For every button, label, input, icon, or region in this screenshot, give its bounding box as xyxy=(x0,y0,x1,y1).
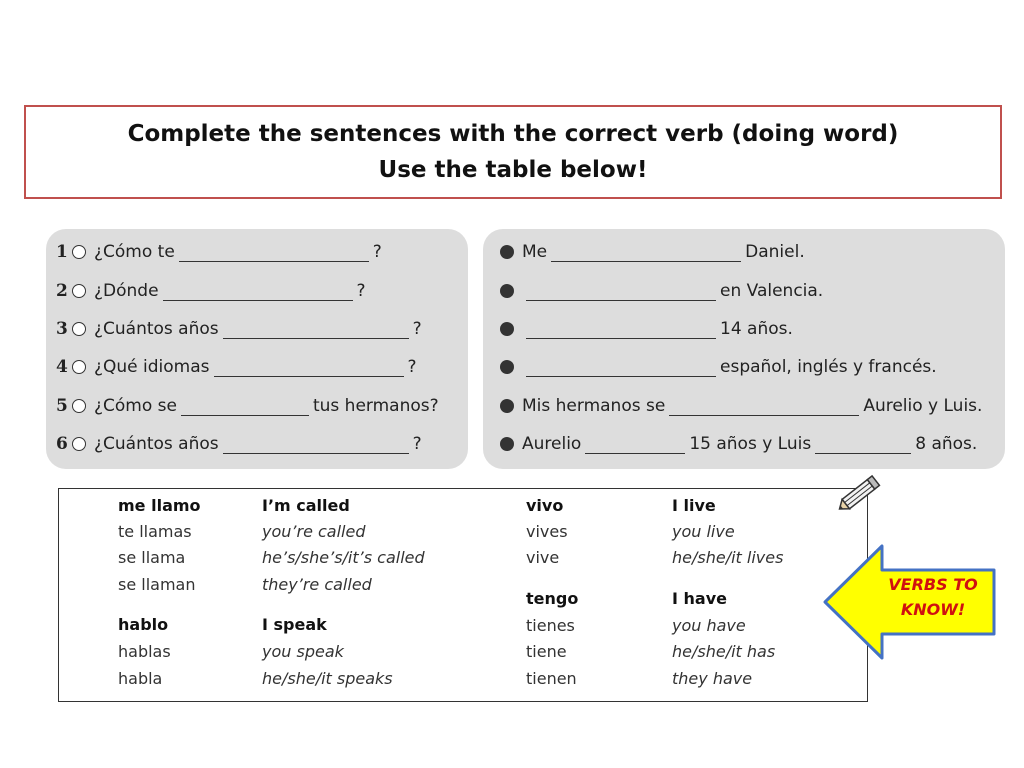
callout-text xyxy=(872,572,994,622)
answer-1 xyxy=(500,238,805,266)
question-number: 1 xyxy=(56,242,68,262)
answer-4 xyxy=(500,353,937,381)
answer-blank[interactable] xyxy=(179,243,369,262)
instruction-line-1: Complete the sentences with the correct verb (doing word) xyxy=(127,121,899,147)
verb-form: hablas xyxy=(118,642,171,661)
question-5 xyxy=(56,392,439,420)
verb-translation: I speak xyxy=(262,615,327,634)
question-text: ¿Dónde xyxy=(94,281,159,301)
filled-circle-icon xyxy=(500,399,514,413)
question-text: ¿Cuántos años xyxy=(94,319,219,339)
open-circle-icon xyxy=(72,399,86,413)
verb-form: se llaman xyxy=(118,575,196,594)
verb-form: hablo xyxy=(118,615,169,634)
question-end: ? xyxy=(412,434,422,454)
verb-translation: I live xyxy=(672,496,716,515)
question-end: ? xyxy=(372,242,382,262)
filled-circle-icon xyxy=(500,284,514,298)
answer-end: Daniel. xyxy=(745,242,805,262)
question-number: 2 xyxy=(56,281,68,301)
verb-translation: I’m called xyxy=(262,496,350,515)
verb-form: vive xyxy=(526,548,560,567)
verb-translation: they’re called xyxy=(262,575,372,594)
answer-blank[interactable] xyxy=(223,320,409,339)
open-circle-icon xyxy=(72,322,86,336)
question-1 xyxy=(56,238,382,266)
verb-translation: you’re called xyxy=(262,522,366,541)
verb-form: se llama xyxy=(118,548,186,567)
verb-form: tienen xyxy=(526,669,577,688)
instruction-line-2: Use the table below! xyxy=(378,157,648,183)
callout-line-1: VERBS TO xyxy=(888,575,978,594)
verb-translation: he’s/she’s/it’s called xyxy=(262,548,425,567)
verb-form: te llamas xyxy=(118,522,192,541)
verb-translation: you have xyxy=(672,616,746,635)
verb-translation: he/she/it has xyxy=(672,642,776,661)
verb-form: vivo xyxy=(526,496,564,515)
question-end: ? xyxy=(407,357,417,377)
question-end: ? xyxy=(356,281,366,301)
question-number: 3 xyxy=(56,319,68,339)
open-circle-icon xyxy=(72,284,86,298)
answer-end: 14 años. xyxy=(720,319,793,339)
answer-5 xyxy=(500,392,982,420)
answer-middle: 15 años y Luis xyxy=(689,434,812,454)
verb-form: habla xyxy=(118,669,163,688)
answer-blank[interactable] xyxy=(669,397,859,416)
instruction-box xyxy=(24,105,1002,199)
question-text: ¿Cómo te xyxy=(94,242,175,262)
filled-circle-icon xyxy=(500,322,514,336)
answer-end: Aurelio y Luis. xyxy=(863,396,983,416)
answer-end: 8 años. xyxy=(915,434,978,454)
answer-blank[interactable] xyxy=(223,435,409,454)
answer-text: Mis hermanos se xyxy=(522,396,666,416)
question-4 xyxy=(56,353,417,381)
verb-translation: I have xyxy=(672,589,727,608)
open-circle-icon xyxy=(72,360,86,374)
callout-line-2: KNOW! xyxy=(900,600,966,619)
verb-form: vives xyxy=(526,522,568,541)
answer-2 xyxy=(500,277,823,305)
open-circle-icon xyxy=(72,437,86,451)
question-6 xyxy=(56,430,422,458)
open-circle-icon xyxy=(72,245,86,259)
verb-form: tengo xyxy=(526,589,579,608)
question-number: 6 xyxy=(56,434,68,454)
verbs-to-know-callout xyxy=(822,544,998,660)
answer-blank[interactable] xyxy=(163,282,353,301)
answer-3 xyxy=(500,315,793,343)
filled-circle-icon xyxy=(500,360,514,374)
answer-end: español, inglés y francés. xyxy=(720,357,937,377)
filled-circle-icon xyxy=(500,437,514,451)
answer-end: en Valencia. xyxy=(720,281,824,301)
verb-form: tiene xyxy=(526,642,567,661)
question-text: ¿Cómo se xyxy=(94,396,177,416)
answer-text: Aurelio xyxy=(522,434,582,454)
answer-6 xyxy=(500,430,977,458)
answer-blank[interactable] xyxy=(214,358,404,377)
verb-translation: he/she/it speaks xyxy=(262,669,393,688)
answer-blank[interactable] xyxy=(181,397,309,416)
answer-blank[interactable] xyxy=(551,243,741,262)
answer-blank[interactable] xyxy=(585,435,685,454)
pencil-icon xyxy=(834,470,886,516)
answer-blank[interactable] xyxy=(526,282,716,301)
question-number: 4 xyxy=(56,357,68,377)
answer-blank[interactable] xyxy=(526,320,716,339)
verb-form: me llamo xyxy=(118,496,201,515)
verb-translation: you live xyxy=(672,522,735,541)
verb-translation: they have xyxy=(672,669,753,688)
verb-translation: he/she/it lives xyxy=(672,548,784,567)
answer-blank[interactable] xyxy=(526,358,716,377)
question-end: tus hermanos? xyxy=(312,396,439,416)
verb-translation: you speak xyxy=(262,642,344,661)
question-text: ¿Qué idiomas xyxy=(94,357,210,377)
answer-text: Me xyxy=(522,242,548,262)
question-2 xyxy=(56,277,366,305)
question-number: 5 xyxy=(56,396,68,416)
answer-blank[interactable] xyxy=(815,435,911,454)
question-text: ¿Cuántos años xyxy=(94,434,219,454)
filled-circle-icon xyxy=(500,245,514,259)
verb-form: tienes xyxy=(526,616,575,635)
question-end: ? xyxy=(412,319,422,339)
question-3 xyxy=(56,315,422,343)
